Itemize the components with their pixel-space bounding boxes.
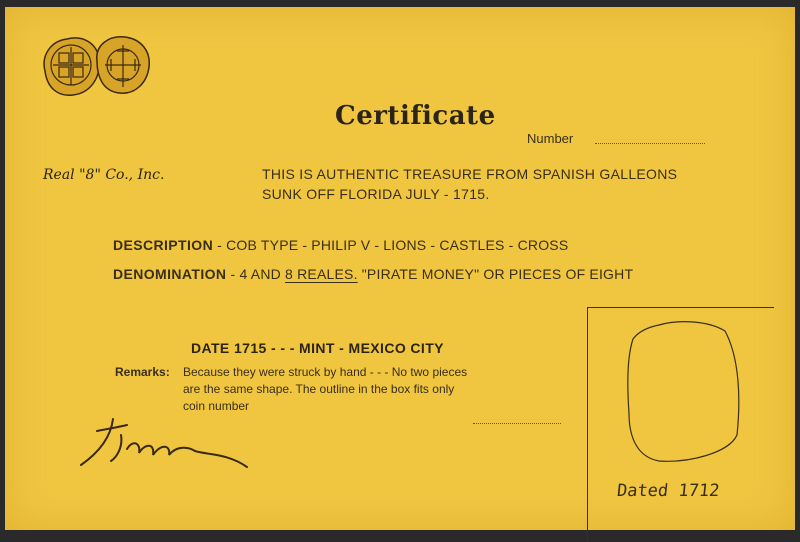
company-name: Real "8" Co., Inc. (43, 167, 165, 183)
certificate-card (5, 7, 795, 530)
certificate-title: Certificate (335, 101, 496, 131)
number-field-line (595, 143, 705, 144)
description-row: DESCRIPTION - COB TYPE - PHILIP V - LIONS - CASTLES - CROSS (113, 237, 569, 253)
authenticity-line-1: THIS IS AUTHENTIC TREASURE FROM SPANISH GALLEONS (262, 166, 678, 182)
denomination-suffix: "PIRATE MONEY" OR PIECES OF EIGHT (361, 266, 634, 282)
coin-number-line (473, 423, 561, 424)
remarks-line-3: coin number (183, 399, 250, 413)
remarks-label: Remarks: (115, 365, 170, 379)
coin-outline-drawing (619, 317, 749, 467)
coin-seal-icon (39, 31, 155, 103)
authenticity-line-2: SUNK OFF FLORIDA JULY - 1715. (262, 186, 490, 202)
remarks-text (183, 364, 563, 415)
remarks-line-1: Because they were struck by hand - - - No two pieces (183, 365, 468, 379)
denomination-label: DENOMINATION (113, 266, 227, 282)
denomination-underlined: 8 REALES. (285, 266, 358, 282)
denomination-prefix: 4 AND (239, 266, 281, 282)
authenticity-statement (262, 164, 677, 204)
description-value: COB TYPE - PHILIP V - LIONS - CASTLES - CROSS (226, 237, 569, 253)
signature (67, 409, 267, 479)
number-label: Number (527, 131, 574, 146)
date-mint-line: DATE 1715 - - - MINT - MEXICO CITY (191, 340, 444, 356)
denomination-row: DENOMINATION - 4 AND 8 REALES. "PIRATE MONEY" OR PIECES OF EIGHT (113, 266, 634, 282)
description-label: DESCRIPTION (113, 237, 214, 253)
handwritten-date: Dated 1712 (615, 481, 721, 501)
remarks-line-2: are the same shape. The outline in the box fits only (183, 382, 455, 396)
